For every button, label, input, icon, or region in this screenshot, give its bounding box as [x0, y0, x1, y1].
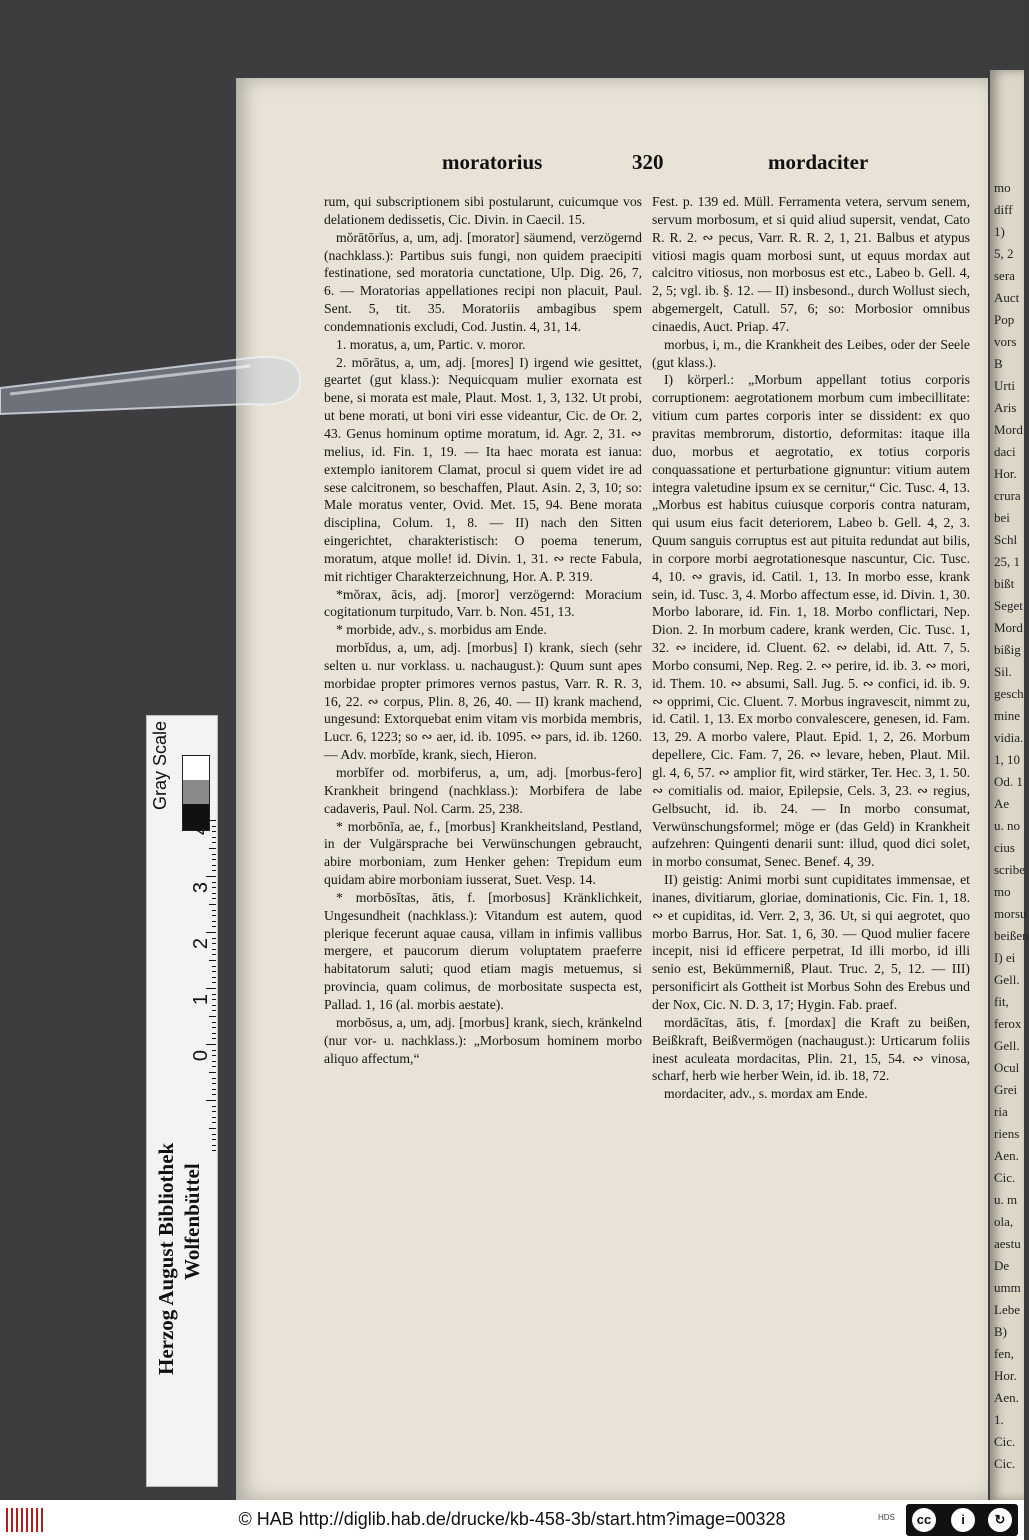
edge-text-fragment: Mord	[994, 620, 1023, 635]
ruler-tick	[212, 1066, 216, 1067]
ruler-tick	[212, 915, 216, 916]
card-institution-name: Herzog August Bibliothek	[154, 1142, 178, 1375]
ruler-tick	[212, 842, 216, 843]
ruler-tick	[209, 848, 216, 849]
edge-text-fragment: Auct	[994, 290, 1020, 305]
edge-text-fragment: Hor.	[994, 466, 1017, 481]
edge-text-fragment: fit,	[994, 994, 1009, 1009]
ruler-tick	[212, 938, 216, 939]
edge-text-fragment: I) ei	[994, 950, 1016, 965]
edge-text-fragment: Seget	[994, 598, 1023, 613]
edge-text-fragment: cius	[994, 840, 1015, 855]
ruler-tick	[206, 1044, 216, 1045]
ruler-tick	[212, 1038, 216, 1039]
edge-text-fragment: vors	[994, 334, 1017, 349]
ruler-tick	[212, 1150, 216, 1151]
ruler-tick	[212, 1111, 216, 1112]
edge-text-fragment: mo	[994, 884, 1011, 899]
edge-text-fragment: mine	[994, 708, 1020, 723]
dictionary-entry: mordācĭtas, ātis, f. [mordax] die Kraft zu beißen, Beißkraft, Beißvermögen (nachaugust.): Urticarum foliis inest aculeata mordacitas, Plin. 21, 15, 54. ∾ vinosa, scharf, herb wie herber Wein, id. ib. 18, 72.	[652, 1014, 970, 1084]
edge-text-fragment: bei	[994, 510, 1010, 525]
ruler-tick	[212, 1005, 216, 1006]
edge-text-fragment: Ae	[994, 796, 1010, 811]
running-head-right: mordaciter	[768, 150, 869, 174]
edge-text-fragment: Gell.	[994, 1038, 1020, 1053]
edge-text-fragment: gesch	[994, 686, 1024, 701]
dictionary-entry: I) körperl.: „Morbum appellant totius corporis corruptionem: aegrotationem morbum cum imbecillitate: vitium cum partes corporis inter se dissident: ex quo pravitas membrorum, distortio, deformitas: itaque illa duo, morbus et aegrotatio, ex totius corporis conquassatione et perturbatione gignuntur: vitium autem integra valetudine ipsum ex se cernitur,“ Cic. Tusc. 4, 13. „Morbus est habitus cuiusque corporis contra naturam, qui usum eius facit deteriorem, Labeo b. Gell. 4, 2, 3. Quum sanguis corruptus est aut pituita redundat aut bilis, in corpore morbi aegrotationesque nascuntur, Cic. Tusc. 4, 10. ∾ gravis, id. Catil. 1, 13. In morbo esse, krank sein, id. Tusc. 3, 4. Morbo affectum esse, id. Divin. 1, 30. Morbo laborare, id. Fin. 1, 18. Morbo conflictari, Nep. Dion. 2. In morbum cadere, krank werden, Cic. Tusc. 1, 32. ∾ incidere, id. Cluent. 62. ∾ delabi, id. Att. 7, 5. Morbo consumi, Nep. Reg. 2. ∾ perire, id. ib. 3. ∾ mori, id. Them. 10. ∾ absumi, Sall. Jug. 5. ∾ confici, id. ib. 9. ∾ opprimi, Cic. Cluent. 7. Morbus ingravescit, nimmt zu, id. Catil. 1, 13. Ex morbo convalescere, genesen, id. Fam. 13, 29. A morbo valere, Plaut. Epid. 1, 2, 26. Morbum depellere, Cic. Fam. 7, 26. ∾ levare, heben, Plaut. Mil. gl. 4, 6, 57. ∾ amplior fit, wird stärker, Ter. Hec. 3, 1. 50. ∾ comitialis od. maior, Epilepsie, Cels. 3, 23. ∾ regius, Gelbsucht, id. ib. 24. — In morbo consumat, Verwünschungsformel; möge er (das Geld) in Krankheit aufzehren: Quingenti denarii sunt: illud, quod dici solet, in morbo consumat, Senec. Benef. 4, 39.	[652, 372, 970, 870]
glass-page-weight	[0, 350, 310, 420]
dictionary-entry: * morbōnĭa, ae, f., [morbus] Krankheitsland, Pestland, in der Vulgärsprache bei Verwünschungen gebraucht, abire morboniam, zum Henker gehen: Trepidum eum quidam abire morboniam iusserat, Suet. Vesp. 14.	[324, 818, 642, 888]
ruler-tick	[212, 1027, 216, 1028]
next-page-edge	[990, 70, 1029, 1500]
ruler-tick	[212, 882, 216, 883]
edge-text-fragment: De	[994, 1258, 1010, 1273]
edge-text-fragment: Cic.	[994, 1170, 1016, 1185]
by-attribution-icon: i	[949, 1506, 977, 1534]
ruler-tick	[206, 820, 216, 821]
edge-text-fragment: mo	[994, 180, 1011, 195]
paragraph: rum, qui subscriptionem sibi postularunt, cuicumque vos delationem dedissetis, Cic. Divin. in Caecil. 15.	[324, 194, 642, 227]
ruler-tick	[212, 837, 216, 838]
edge-text-fragment: 1, 10	[994, 752, 1020, 767]
edge-text-fragment: crura	[994, 488, 1021, 503]
text-column-left	[324, 193, 642, 1067]
edge-text-fragment: bißig	[994, 642, 1021, 657]
ruler-tick	[212, 966, 216, 967]
edge-text-fragment: fen,	[994, 1346, 1014, 1361]
dictionary-entry: II) geistig: Animi morbi sunt cupiditates immensae, et inanes, divitiarum, gloriae, dominationis, Cic. Fin. 1, 18. ∾ et cupiditas, id. Verr. 2, 3, 36. Ut, si qui aegrotet, quo morbo Barrus, Hor. Sat. 1, 6, 30. — Quod mulier facere incepit, nisi id efficere perpetrat, Id illi morbo, id illi senio est, Bekümmerniß, Plaut. Truc. 2, 5, 12. — III) personificirt als Gottheit ist Morbus Sohn des Erebus und der Nox, Cic. N. D. 3, 17; Hygin. Fab. praef.	[652, 872, 970, 1012]
ruler-tick	[212, 977, 216, 978]
gray-patch-white	[183, 756, 209, 780]
dictionary-entry: mordaciter, adv., s. mordax am Ende.	[664, 1086, 868, 1102]
ruler-tick	[212, 1055, 216, 1056]
edge-text-fragment: u. no	[994, 818, 1020, 833]
ruler-number: 0	[190, 1049, 213, 1062]
ruler-tick	[212, 1061, 216, 1062]
ruler-tick	[212, 999, 216, 1000]
dictionary-entry: 2. mōrātus, a, um, adj. [mores] I) irgend wie gesittet, geartet (gut klass.): Nequicquam mulier exornata est bene, si morata est male, Plaut. Most. 1, 3, 132. Ut probi, ut bene morati, ut boni viri esse videantur, Cic. de Or. 2, 43. Genus hominum optime moratum, id. Agr. 2, 31. ∾ melius, id. Fin. 1, 19. — Ita haec morata est ianua: extemplo ianitorem Clamat, procul si quem videt ire ad sese calcitronem, so beschaffen, Plaut. Asin. 2, 3, 10; so: Male moratus venter, Ovid. Met. 15, 94. Bene morata disciplina, Colum. 1, 8. — II) nach den Sitten eingerichtet, charakteristisch: O poema tenerum, moratum, atque molle! id. Divin. 1, 31. ∾ recte Fabula, mit richtiger Charakterzeichnung, Hor. A. P. 319.	[324, 354, 642, 584]
edge-text-fragment: 1.	[994, 1412, 1004, 1427]
card-institution-city: Wolfenbüttel	[180, 1163, 204, 1280]
cc-license-badge[interactable]	[906, 1504, 1018, 1536]
dictionary-entry: morbĭfer od. morbiferus, a, um, adj. [morbus-fero] Krankheit bringend (nachklass.): Morbifera de labe cadaveris, Paul. Nol. Carm. 25, 238.	[324, 765, 642, 816]
edge-text-fragment: Schl	[994, 532, 1018, 547]
edge-text-fragment: Grei	[994, 1082, 1018, 1097]
ruler-tick	[212, 1083, 216, 1084]
cc-icon: cc	[910, 1506, 938, 1534]
ruler-tick	[212, 1050, 216, 1051]
edge-text-fragment: scribe	[994, 862, 1026, 877]
ruler-tick	[212, 943, 216, 944]
ruler-tick	[212, 887, 216, 888]
ruler-number: 1	[190, 993, 213, 1006]
dictionary-entry: *mŏrax, ācis, adj. [moror] verzögernd: Moracium cogitationum turpitudo, Varr. b. Non. 451, 13.	[324, 586, 642, 620]
edge-text-fragment: bißt	[994, 576, 1015, 591]
edge-text-fragment: Gell.	[994, 972, 1020, 987]
card-gray-scale-label: Gray Scale	[150, 720, 170, 810]
edge-text-fragment: 1)	[994, 224, 1005, 239]
ruler-tick	[206, 932, 216, 933]
edge-text-fragment: daci	[994, 444, 1016, 459]
ruler-tick	[206, 1100, 216, 1101]
ruler-tick	[212, 1106, 216, 1107]
ruler-tick	[212, 1089, 216, 1090]
edge-text-fragment: Cic.	[994, 1434, 1016, 1449]
edge-text-fragment: morsu	[994, 906, 1027, 921]
edge-text-fragment: Aen.	[994, 1390, 1019, 1405]
ruler-tick	[212, 1117, 216, 1118]
ruler-tick	[212, 954, 216, 955]
ruler-tick	[209, 1016, 216, 1017]
ruler-tick	[212, 898, 216, 899]
edge-text-fragment: B	[994, 356, 1003, 371]
ruler-tick	[212, 831, 216, 832]
ruler-tick	[209, 904, 216, 905]
edge-text-fragment: Ocul	[994, 1060, 1020, 1075]
edge-text-fragment: B)	[994, 1324, 1007, 1339]
edge-text-fragment: vidia.	[994, 730, 1024, 745]
edge-text-fragment: Sil.	[994, 664, 1012, 679]
running-head-left: moratorius	[442, 150, 543, 174]
paragraph: Fest. p. 139 ed. Müll. Ferramenta vetera, servum senem, servum morbosum, et si quid aliud supersit, vendat, Cato R. R. 2. ∾ pecus, Varr. R. R. 2, 1, 21. Balbus et atypus vitiosi magis quam morbosi sunt, ut equus mordax aut calcitro vitiosus, non morbosus est etc., Labeo b. Gell. 4, 2, 5; vgl. ib. §. 12. — II) insbesond., durch Wollust siech, abgemergelt, Catull. 57, 6; so: Morbosior omnibus cinaedis, Auct. Priap. 47.	[652, 194, 970, 334]
ruler-number: 2	[190, 937, 213, 950]
ruler-number: 4	[190, 823, 213, 836]
ruler-tick	[209, 1128, 216, 1129]
dictionary-entry: mŏrātōrĭus, a, um, adj. [morator] säumend, verzögernd (nachklass.): Partibus suis fungi, non quidem praecipiti festinatione, sed moratoria cunctatione, Ulp. Dig. 26, 7, 6. — Moratorias appellationes recipi non placuit, Paul. Sent. 5, tit. 35. Moratoriis ambagibus spem condemnationis excludi, Cod. Justin. 4, 31, 14.	[324, 229, 642, 334]
ruler-tick	[212, 926, 216, 927]
edge-text-fragment: sera	[994, 268, 1015, 283]
edge-text-fragment: ria	[994, 1104, 1008, 1119]
ruler-tick	[212, 1145, 216, 1146]
ruler-number: 3	[190, 881, 213, 894]
dictionary-entry: morbus, i, m., die Krankheit des Leibes, oder der Seele (gut klass.).	[652, 336, 970, 370]
ruler-tick	[206, 876, 216, 877]
gray-patch-mid	[183, 780, 209, 804]
edge-text-fragment: Aris	[994, 400, 1017, 415]
ruler-tick	[212, 982, 216, 983]
ruler-tick	[212, 994, 216, 995]
edge-text-fragment: u. m	[994, 1192, 1018, 1207]
edge-text-fragment: Hor.	[994, 1368, 1017, 1383]
dictionary-entry: morbĭdus, a, um, adj. [morbus] I) krank, siech (sehr selten u. nur vorklass. u. nachaugust.): Quum sunt apes morbidae propter primores vernos pastus, Varr. R. R. 3, 16, 22. ∾ corpus, Plin. 8, 26, 40. — II) krank machend, ungesund: Extorquebat enim vitam vis morbida membris, Lucr. 6, 1223; so ∾ aer, id. ib. 1095. ∾ pars, id. ib. 1260. — Adv. morbĭde, krank, siech, Hieron.	[324, 640, 642, 763]
viewer-footer	[0, 1500, 1024, 1540]
edge-text-fragment: Urti	[994, 378, 1015, 393]
page-number: 320	[632, 150, 664, 174]
ruler-tick	[212, 893, 216, 894]
share-alike-icon: ↻	[986, 1506, 1014, 1534]
edge-text-fragment: Mord	[994, 422, 1023, 437]
ruler-tick	[212, 910, 216, 911]
edge-text-fragment: 25, 1	[994, 554, 1020, 569]
ruler-tick	[212, 921, 216, 922]
ruler-tick	[209, 960, 216, 961]
ruler-tick	[212, 1139, 216, 1140]
ruler-tick	[212, 1094, 216, 1095]
ruler-tick	[212, 854, 216, 855]
ruler-tick	[212, 971, 216, 972]
ruler-tick	[212, 870, 216, 871]
ruler-tick	[209, 1072, 216, 1073]
ruler-tick	[212, 1033, 216, 1034]
edge-text-fragment: riens	[994, 1126, 1020, 1141]
dictionary-entry: 1. moratus, a, um, Partic. v. moror.	[336, 336, 526, 352]
edge-text-fragment: Od. 1	[994, 774, 1023, 789]
edge-text-fragment: aestu	[994, 1236, 1021, 1251]
text-column-right	[652, 193, 970, 1103]
dictionary-entry: * morbōsĭtas, ātis, f. [morbosus] Kränklichkeit, Ungesundheit (nachklass.): Vitandum est autem, quod plerique fecerunt aquae causa, villam in infimis vallibus mergere, et paucorum dierum voluptatem praeferre habitatorum saluti; quod etiam magis metuemus, si provincia, quam colimus, de morbositate suspecta est, Pallad. 1, 16 (al. morbis aestate).	[324, 889, 642, 1012]
by-label: BY	[956, 1525, 966, 1532]
edge-text-fragment: 5, 2	[994, 246, 1014, 261]
dictionary-entry: morbōsus, a, um, adj. [morbus] krank, siech, kränkelnd (nur vor- u. nachklass.): „Morbosum hominem morbo aliquo affectum,“	[324, 1014, 642, 1066]
ruler-tick	[212, 1078, 216, 1079]
ruler-tick	[212, 1022, 216, 1023]
edge-text-fragment: Aen.	[994, 1148, 1019, 1163]
sa-label: SA	[994, 1525, 1004, 1532]
edge-text-fragment: umm	[994, 1280, 1021, 1295]
ruler-tick	[206, 988, 216, 989]
ruler-tick	[212, 865, 216, 866]
ruler-tick	[212, 859, 216, 860]
copyright-url[interactable]: © HAB http://diglib.hab.de/drucke/kb-458-3b/start.htm?image=00328	[238, 1509, 786, 1529]
edge-text-fragment: ola,	[994, 1214, 1014, 1229]
edge-text-fragment: Pop	[994, 312, 1015, 327]
ruler-tick	[212, 949, 216, 950]
ruler-tick	[212, 1010, 216, 1011]
small-mark: HDS	[878, 1513, 895, 1522]
edge-text-fragment: Cic.	[994, 1456, 1016, 1471]
edge-text-fragment: diff	[994, 202, 1013, 217]
edge-text-fragment: ferox	[994, 1016, 1022, 1031]
edge-text-fragment: Lebe	[994, 1302, 1020, 1317]
edge-text-fragment: beißen	[994, 928, 1029, 943]
ruler-tick	[212, 1134, 216, 1135]
ruler-tick	[212, 826, 216, 827]
ruler-tick	[212, 1122, 216, 1123]
dictionary-entry: * morbide, adv., s. morbidus am Ende.	[336, 622, 547, 638]
